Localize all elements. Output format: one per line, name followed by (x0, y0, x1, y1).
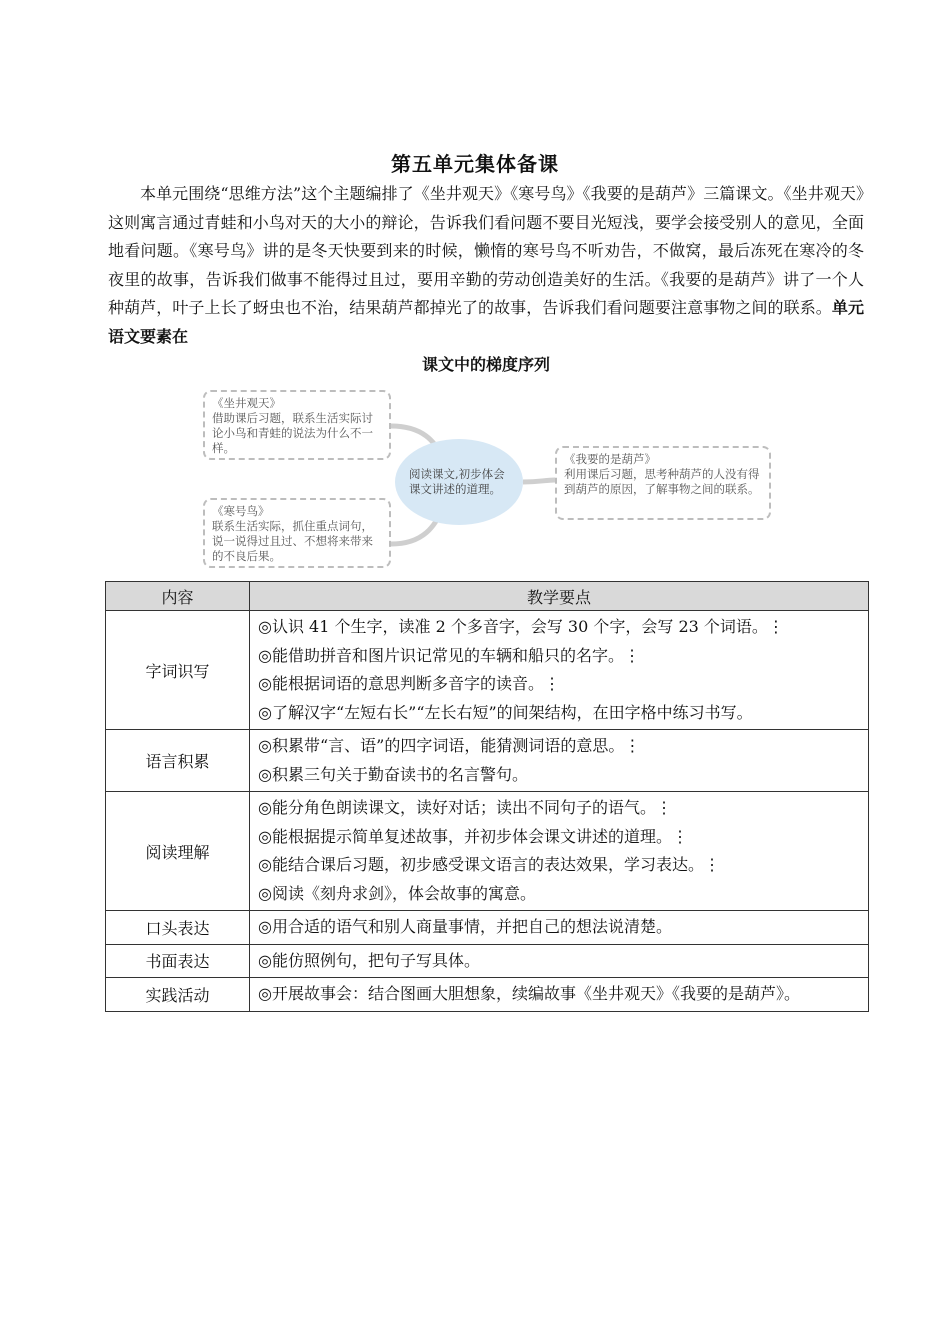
point: ◎能借助拼音和图片识记常见的车辆和船只的名字。⋮ (258, 645, 640, 665)
row-category: 阅读理解 (106, 792, 250, 911)
box-title: 《我要的是葫芦》 (564, 452, 656, 466)
row-points (250, 730, 869, 792)
point: ◎能分角色朗读课文，读好对话；读出不同句子的语气。⋮ (258, 798, 672, 817)
point: ◎积累带“言、语”的四字词语，能猜测词语的意思。⋮ (258, 736, 641, 755)
row-category: 书面表达 (106, 944, 250, 978)
intro-bold-tail: 单元语文要素在 (108, 298, 864, 346)
table-row (106, 730, 869, 792)
table-header-row (106, 582, 869, 611)
header-points: 教学要点 (250, 582, 869, 611)
row-category: 字词识写 (106, 611, 250, 730)
box-text: 联系生活实际，抓住重点词句，说一说得过且过、不想将来带来的不良后果。 (212, 519, 373, 563)
row-category: 实践活动 (106, 978, 250, 1012)
row-points (250, 911, 869, 945)
box-title: 《寒号鸟》 (212, 504, 270, 518)
row-points (250, 944, 869, 978)
point: ◎用合适的语气和别人商量事情，并把自己的想法说清楚。 (258, 917, 672, 936)
point: ◎认识 41 个生字，读准 2 个多音字，会写 30 个字，会写 23 个词语。⋮ (258, 617, 784, 636)
point: ◎开展故事会：结合图画大胆想象，续编故事《坐井观天》《我要的是葫芦》。 (258, 984, 800, 1003)
box-text: 利用课后习题，思考种葫芦的人没有得到葫芦的原因，了解事物之间的联系。 (564, 467, 760, 496)
box-title: 《坐井观天》 (212, 396, 281, 410)
intro-bold-line2: 课文中的梯度序列 (421, 355, 550, 374)
table-row (106, 978, 869, 1012)
row-points (250, 611, 869, 730)
teaching-plan-table (105, 581, 869, 1012)
mindmap-box-zuojingguantian (203, 390, 391, 460)
point: ◎能根据词语的意思判断多音字的读音。⋮ (258, 674, 560, 693)
mindmap-box-hulu (555, 446, 771, 520)
point: ◎能根据提示简单复述故事，并初步体会课文讲述的道理。⋮ (258, 826, 688, 846)
intro-paragraph (108, 180, 864, 380)
row-category: 语言积累 (106, 730, 250, 792)
row-points (250, 792, 869, 911)
connector-3 (523, 480, 555, 482)
table-row (106, 792, 869, 911)
point: ◎了解汉字“左短右长”“左长右短”的间架结构，在田字格中练习书写。 (258, 702, 753, 722)
page-title: 第五单元集体备课 (391, 152, 559, 176)
row-category: 口头表达 (106, 911, 250, 945)
point: ◎能结合课后习题，初步感受课文语言的表达效果，学习表达。⋮ (258, 855, 720, 874)
mindmap-box-hanhaoniao (203, 498, 391, 568)
header-content: 内容 (106, 582, 250, 611)
table-row (106, 911, 869, 945)
row-points (250, 978, 869, 1012)
box-text: 借助课后习题，联系生活实际讨论小鸟和青蛙的说法为什么不一样。 (212, 411, 373, 455)
intro-text: 本单元围绕“思维方法”这个主题编排了《坐井观天》《寒号鸟》《我要的是葫芦》三篇课文。《坐井观天》这则寓言通过青蛙和小鸟对天的大小的辩论，告诉我们看问题不要目光短浅，要学会接受别人的意见，全面地看问题。《寒号鸟》讲的是冬天快要到来的时候，懒惰的寒号鸟不听劝告，不做窝，最后冻死在寒冷的冬夜里的故事，告诉我们做事不能得过且过，要用辛勤的劳动创造美好的生活。《我要的是葫芦》讲了一个人种葫芦，叶子上长了蚜虫也不治，结果葫芦都掉光了的故事，告诉我们看问题要注意事物之间的联系。 (108, 184, 864, 317)
mind-map (195, 384, 775, 574)
point: ◎积累三句关于勤奋读书的名言警句。 (258, 764, 528, 784)
point: ◎阅读《刻舟求剑》，体会故事的寓意。 (258, 883, 536, 903)
point: ◎能仿照例句，把句子写具体。 (258, 950, 480, 970)
table-row (106, 944, 869, 978)
mindmap-center: 阅读课文,初步体会课文讲述的道理。 (395, 439, 523, 525)
table-row (106, 611, 869, 730)
